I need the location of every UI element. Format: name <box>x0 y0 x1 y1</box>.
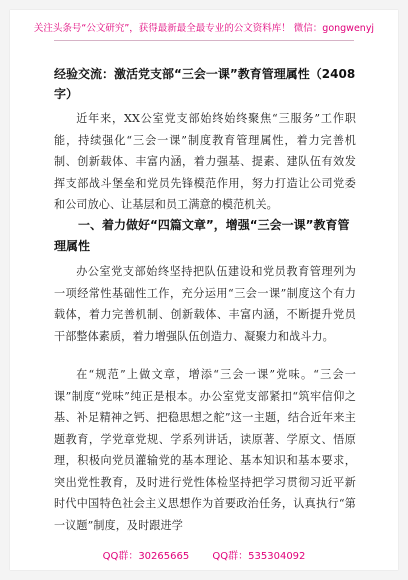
header-promo-text: 关注头条号“公文研究”，获得最新最全最专业的公文资料库！ 微信：gongwenyj <box>33 23 375 34</box>
header-divider <box>54 40 354 41</box>
section-heading-1: 一、着力做好“四篇文章”，增强“三会一课”教育管理属性 <box>54 218 350 253</box>
footer-qq-group-1: QQ群：30265665 <box>102 551 190 562</box>
document-page <box>10 10 398 570</box>
paragraph-intro: 近年来，XX公室党支部始终始终聚焦“三服务”工作职能，持续强化“三会一课”制度教育管理属性，着力完善机制、创新载体、丰富内涵，着力强基、提素、建队伍有效发挥支部战斗堡垒和党员先锋模范作用，努力打造让公司党委和公司放心、让基层和员工满意的模范机关。 <box>54 112 356 211</box>
document-title: 经验交流：激活党支部“三会一课”教育管理属性（2408字） <box>54 67 356 101</box>
paragraph-3: 在“规范”上做文章，增添“三会一课”党味。“三会一课”制度“党味”纯正是根本。办公室党支部紧扣“筑牢信仰之基、补足精神之钙、把稳思想之舵”这一主题，结合近年来主题教育，学党章党规、学系列讲话，读原著、学原文、悟原理，积极向党员灌输党的基本理论、基本知识和基本要求，突出党性教育，及时进行党性体检坚持把学习贯彻习近平新时代中国特色社会主义思想作为首要政治任务，认真执行“第一议题”制度，及时跟进学 <box>54 368 356 532</box>
page-footer <box>10 547 398 562</box>
paragraph-2: 办公室党支部始终坚持把队伍建设和党员教育管理列为一项经常性基础性工作，充分运用“三会一课”制度这个有力载体，着力完善机制、创新载体、丰富内涵，不断提升党员干部整体素质，着力增强队伍创造力、凝聚力和战斗力。 <box>54 265 356 343</box>
page-header <box>10 10 398 44</box>
footer-qq-group-2: QQ群：535304092 <box>212 551 306 562</box>
